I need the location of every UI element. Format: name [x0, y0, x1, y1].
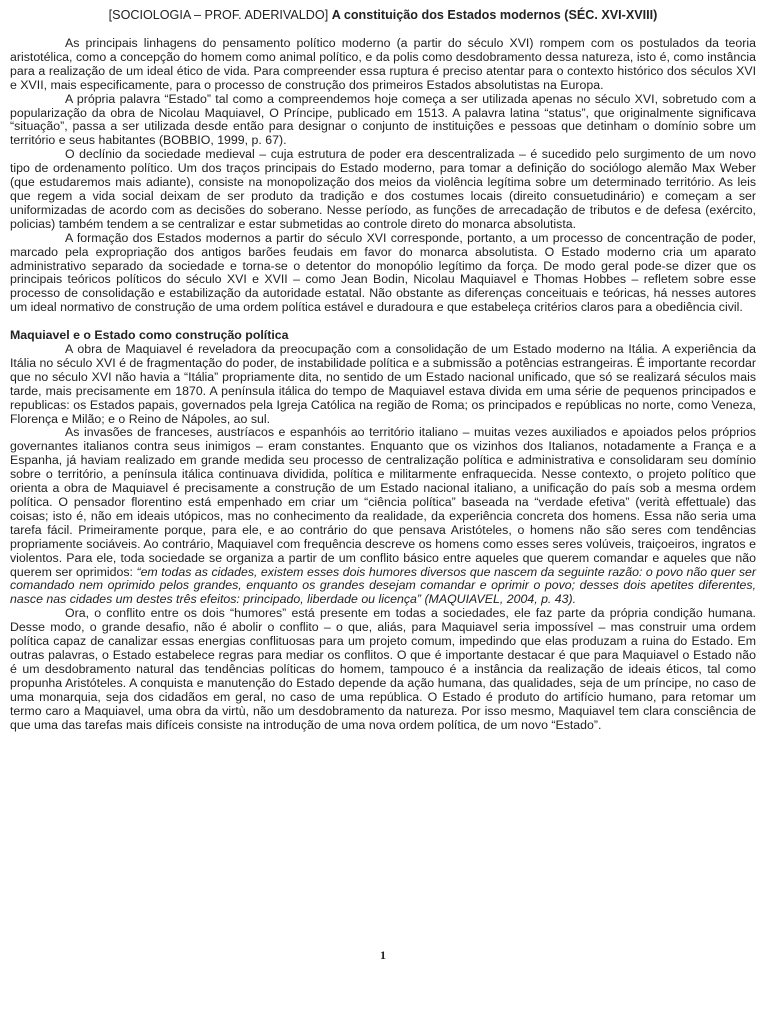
document-page — [10, 8, 756, 1016]
paragraph-modern-states: A formação dos Estados modernos a partir do século XVI corresponde, portanto, a um processo de concentração de poder, marcado pela expropriação dos antigos barões feudais em favor do monarca absolutista. O Estado moderno cria um aparato administrativo separado da sociedade e torna-se o detentor do monopólio legítimo da força. De modo geral pode-se dizer que os principais teóricos políticos do século XVI e XVII – como Jean Bodin, Nicolau Maquiavel e Thomas Hobbes – refletem sobre esse processo de consolidação e estabilização da autoridade estatal. Não obstante as diferenças conceituais e teóricas, há nesses autores um ideal normativo de construção de uma ordem política estável e duradoura e que estabeleça critérios claros para a obediência civil. — [10, 230, 756, 315]
paragraph-maquiavel-italy: A obra de Maquiavel é reveladora da preocupação com a consolidação de um Estado moderno na Itália. A experiência da Itália no século XVI é de fragmentação do poder, de instabilidade política e a submissão a potências estrangeiras. É importante recordar que no século XVI não havia a “Itália” propriamente dita, no sentido de um Estado nacional unificado, que só se realizará séculos mais tarde, mais precisamente em 1870. A península itálica do tempo de Maquiavel estava divida em uma série de pequenos principados e republicas: os Estados papais, governados pela Igreja Católica na região de Roma; os principados e repúblicas no norte, como Veneza, Florença e Milão; e o Reino de Nápoles, ao sul. — [10, 342, 756, 426]
page-number: 1 — [380, 948, 386, 962]
paragraph-medieval-decline: O declínio da sociedade medieval – cuja estrutura de poder era descentralizada – é sucedido pelo surgimento de um novo tipo de ordenamento político. Um dos traços principais do Estado moderno, para tomar a definição do sociólogo alemão Max Weber (que estudaremos mais adiante), consiste na monopolização dos meios da violência legítima sobre um determinado território. As leis que regem a vida social deixam de ser produto da tradição e dos costumes locais (direito consuetudinário) e começam a ser uniformizadas de acordo com as decisões do soberano. Nesse período, as funções de arrecadação de tributos e de defesa (exército, policias) também tendem a se centralizar e estar submetidas ao controle direto do monarca absolutista. — [10, 147, 756, 231]
document-header — [10, 8, 756, 23]
paragraph-conflict: Ora, o conflito entre os dois “humores” está presente em todas a sociedades, ele faz parte da própria condição humana. Desse modo, o grande desafio, não é abolir o conflito – o que, aliás, para Maquiavel seria impossível – mas construir uma ordem política capaz de canalizar essas energias conflituosas para um projeto comum, impedindo que elas produzam a ruina do Estado. Em outras palavras, o Estado estabelece regras para mediar os conflitos. O que é importante destacar é que para Maquiavel o Estado não é um desdobramento natural das tendências políticas do homem, tampouco é a instância da realização de ideais éticos, tal como propunha Aristóteles. A conquista e manutenção do Estado depende da ação humana, das qualidades, seja de um príncipe, no caso de uma monarquia, seja dos cidadãos em geral, no caso de uma república. O Estado é produto do artifício humano, para retomar um termo caro a Maquiavel, uma obra da virtù, não um desdobramento da natureza. Por isso mesmo, Maquiavel tem clara consciência de que uma das tarefas mais difíceis consiste na introdução de uma nova ordem política, de um novo “Estado”. — [10, 606, 756, 732]
paragraph-invasions-text: As invasões de franceses, austríacos e espanhóis ao território italiano – muitas vezes auxiliados e apoiados pelos próprios governantes italianos contra seus inimigos – eram constantes. Enquanto que os vizinhos dos Italianos, notadamente a França e a Espanha, já haviam realizado em grande medida seu processo de centralização política e administrativa e consolidaram seu domínio sobre o território, a península itálica continuava dividida, política e militarmente enfraquecida. Nesse contexto, o projeto político que orienta a obra de Maquiavel é precisamente a construção de um Estado nacional italiano, a unificação do país sob a mesma ordem política. O pensador florentino está empenhado em criar um “ciência política” baseada na “verdade efetiva” (verità effettuale) das coisas; isto é, não em ideais utópicos, mas no conhecimento da realidade, da experiência concreta dos homens. Essa não seria uma tarefa fácil. Primeiramente porque, para ele, e ao contrário do que pensava Aristóteles, o homens não são seres com tendências propriamente sociáveis. Ao contrário, Maquiavel com frequência descreve os homens como esses seres volúveis, traiçoeiros, ingratos e violentos. Para ele, toda sociedade se organiza a partir de um conflito básico entre aqueles que querem comandar e aqueles que não querem ser oprimidos: — [10, 425, 756, 579]
paragraph-estado-word: A própria palavra “Estado” tal como a compreendemos hoje começa a ser utilizada apenas no século XVI, sobretudo com a popularização da obra de Nicolau Maquiavel, O Príncipe, publicado em 1513. A palavra latina “status”, que originalmente significava “situação”, passa a ser utilizada desde então para designar o conjunto de instituições e pessoas que detinham o domínio sobre um território e seus habitantes (BOBBIO, 1999, p. 67). — [10, 91, 756, 148]
header-course-label: [SOCIOLOGIA – PROF. ADERIVALDO] — [108, 8, 329, 22]
paragraph-invasions — [10, 426, 756, 607]
header-title: A constituição dos Estados modernos (SÉC. XVI-XVIII) — [331, 8, 658, 22]
paragraph-intro: As principais linhagens do pensamento político moderno (a partir do século XVI) rompem com os postulados da teoria aristotélica, como a concepção do homem como animal político, e da polis como desdobramento dessa natureza, isto é, como instância para a realização de um ideal ético de vida. Para compreender essa ruptura é preciso atentar para o contexto histórico dos séculos XVI e XVII, mais especificamente, para o processo de construção dos primeiros Estados absolutistas na Europa. — [10, 36, 756, 92]
maquiavel-quote: “em todas as cidades, existem esses dois humores diversos que nascem da seguinte razão: o povo não quer ser comandado nem oprimido pelos grandes, enquanto os grandes desejam comandar e oprimir o povo; desses dois apetites diferentes, nasce nas cidades um destes três efeitos: principado, liberdade ou licença” (MAQUIAVEL, 2004, p. 43). — [10, 564, 756, 607]
section-title: Maquiavel e o Estado como construção política — [10, 328, 289, 343]
